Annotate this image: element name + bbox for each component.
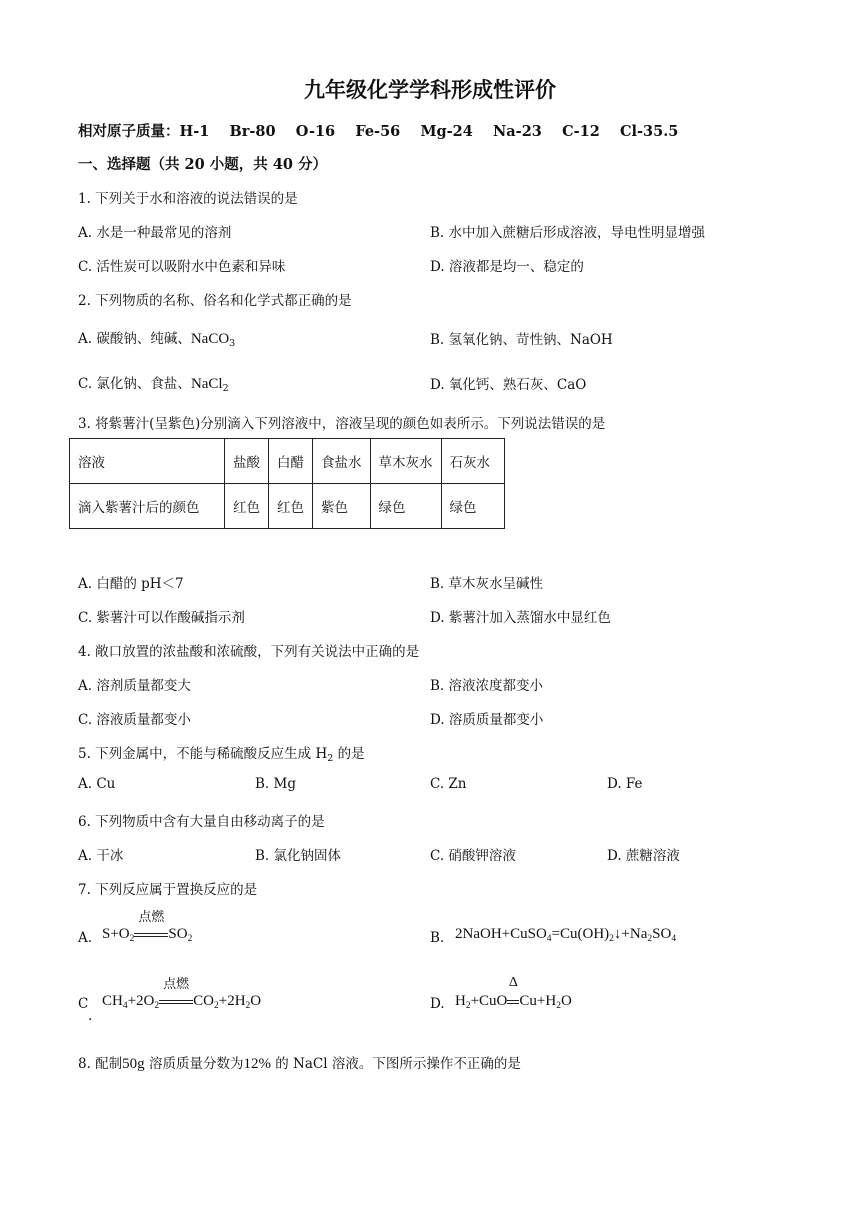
q8-percent: 12% [243, 1056, 271, 1072]
q2-option-b: B. 氢氧化钠、苛性钠、NaOH [430, 332, 613, 348]
q7-cond-ignite: 点燃 [138, 909, 165, 924]
q7-option-a-label: A. [78, 930, 93, 946]
q3-option-c: C. 紫薯汁可以作酸碱指示剂 [78, 610, 245, 626]
q5-option-a: A. Cu [78, 776, 116, 792]
q8-mass: 50g [122, 1056, 145, 1072]
q7-cond-heat: Δ [508, 975, 518, 990]
q4-option-a: A. 溶剂质量都变大 [78, 678, 191, 694]
table-cell: 草木灰水 [370, 439, 441, 484]
q3-option-a: A. 白醋的 pH＜7 [78, 576, 184, 592]
table-cell: 红色 [225, 484, 269, 529]
q4-option-b: B. 溶液浓度都变小 [430, 678, 544, 694]
q2-option-c-formula: NaCl [190, 376, 223, 392]
q5-stem-sub: 2 [327, 753, 334, 764]
q1-option-a: A. 水是一种最常见的溶剂 [78, 225, 232, 241]
q6-option-a: A. 干冰 [78, 848, 124, 864]
q2-option-c [78, 372, 229, 393]
q2-option-a-formula: NaCO [190, 331, 230, 347]
table-cell: 石灰水 [441, 439, 504, 484]
q7-option-c-label: C [78, 996, 89, 1012]
q5-stem-text: 5. 下列金属中，不能与稀硫酸反应生成 H [78, 746, 328, 762]
table-cell: 绿色 [370, 484, 441, 529]
q2-option-c-text: C. 氯化钠、食盐、 [78, 376, 191, 392]
q2-stem: 2. 下列物质的名称、俗名和化学式都正确的是 [78, 293, 352, 309]
table-cell: 溶液 [70, 439, 225, 484]
page-title: 九年级化学学科形成性评价 [304, 77, 556, 102]
q5-option-d: D. Fe [607, 776, 643, 792]
q3-option-d: D. 紫薯汁加入蒸馏水中显红色 [430, 610, 611, 626]
q7-option-d-equation: $H_2+CuO$ Δ $Cu+H_2O$ [455, 975, 572, 1011]
q7-option-b-label: B. [430, 930, 445, 946]
table-row-header [70, 439, 505, 484]
q1-option-d: D. 溶液都是均一、稳定的 [430, 259, 584, 275]
table-cell: 盐酸 [225, 439, 269, 484]
q1-option-c: C. 活性炭可以吸附水中色素和异味 [78, 259, 286, 275]
q6-option-d: D. 蔗糖溶液 [607, 848, 680, 864]
q8-stem-suffix: 的 NaCl 溶液。下图所示操作不正确的是 [270, 1056, 521, 1072]
q4-option-d: D. 溶质质量都变小 [430, 712, 544, 728]
table-cell: 白醋 [269, 439, 313, 484]
q2-option-a-sub: 3 [229, 338, 236, 349]
q8-stem [78, 1052, 521, 1073]
q3-stem: 3. 将紫薯汁(呈紫色)分别滴入下列溶液中，溶液呈现的颜色如表所示。下列说法错误的是 [78, 416, 606, 432]
q2-option-a [78, 327, 235, 348]
table-cell: 食盐水 [313, 439, 371, 484]
q7-cond-ignite-c: 点燃 [163, 976, 190, 991]
q8-stem-mid: 溶质质量分数为 [144, 1056, 244, 1072]
q7-option-c-dot: . [88, 1008, 93, 1024]
q2-option-a-text: A. 碳酸钠、纯碱、 [78, 331, 191, 347]
table-row [70, 484, 505, 529]
q4-option-c: C. 溶液质量都变小 [78, 712, 191, 728]
q7-option-b-equation: $2NaOH+CuSO_4=Cu(OH)_2↓+Na_2SO_4$ [455, 926, 677, 944]
q7-option-c-equation: $CH_4+2O_2$ 点燃 $CO_2+2H_2O$ [102, 993, 261, 1010]
table-cell: 滴入紫薯汁后的颜色 [70, 484, 225, 529]
section-heading: 一、选择题（共 20 小题，共 40 分） [78, 156, 328, 173]
q1-option-b: B. 水中加入蔗糖后形成溶液，导电性明显增强 [430, 225, 706, 241]
color-table [69, 438, 505, 529]
q3-option-b: B. 草木灰水呈碱性 [430, 576, 544, 592]
q7-stem: 7. 下列反应属于置换反应的是 [78, 882, 258, 898]
q5-stem-suffix: 的是 [333, 746, 365, 762]
q4-stem: 4. 敞口放置的浓盐酸和浓硫酸，下列有关说法中正确的是 [78, 644, 420, 660]
q2-option-c-sub: 2 [222, 383, 229, 394]
q7-option-d-label: D. [430, 996, 445, 1012]
q7-option-a-equation: $S+O_2$ 点燃 $SO_2$ [102, 926, 192, 943]
q8-stem-text: 8. 配制 [78, 1056, 123, 1072]
q6-stem: 6. 下列物质中含有大量自由移动离子的是 [78, 814, 325, 830]
q6-option-c: C. 硝酸钾溶液 [430, 848, 516, 864]
q5-option-b: B. Mg [255, 776, 296, 792]
atomic-mass-line: 相对原子质量：H-1 Br-80 O-16 Fe-56 Mg-24 Na-23 C-12 Cl-35.5 [78, 123, 679, 140]
q5-option-c: C. Zn [430, 776, 467, 792]
q2-option-d: D. 氧化钙、熟石灰、CaO [430, 377, 587, 393]
table-cell: 绿色 [441, 484, 504, 529]
table-cell: 紫色 [313, 484, 371, 529]
q1-stem: 1. 下列关于水和溶液的说法错误的是 [78, 191, 298, 207]
table-cell: 红色 [269, 484, 313, 529]
q6-option-b: B. 氯化钠固体 [255, 848, 342, 864]
q5-stem [78, 742, 365, 762]
